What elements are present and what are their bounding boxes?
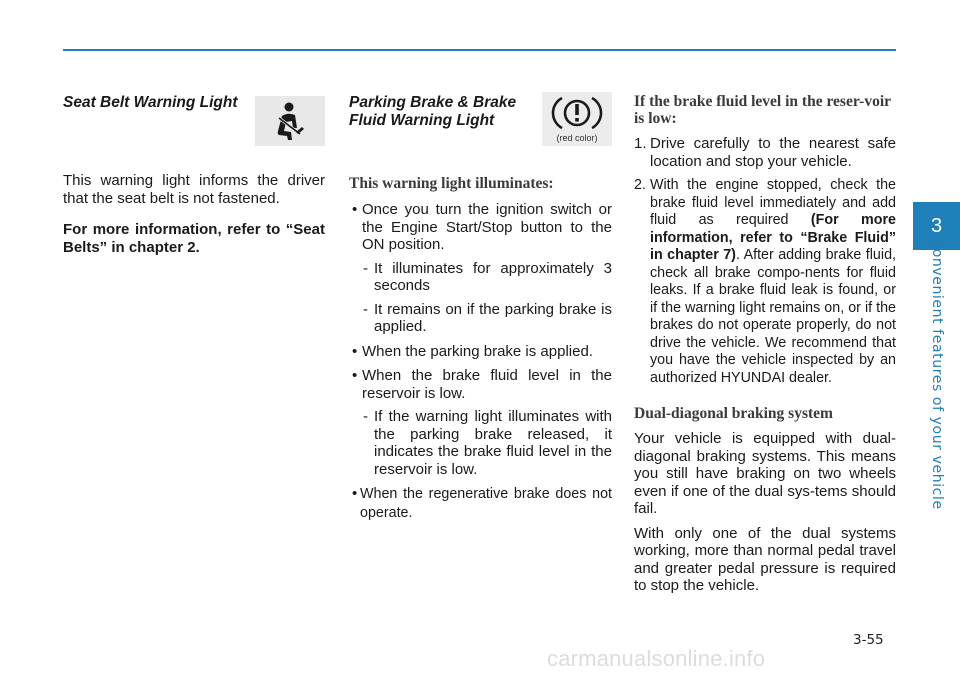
sub-item-parking-applied: It remains on if the parking brake is applied. xyxy=(374,300,612,335)
brake-fluid-section xyxy=(634,92,896,595)
chapter-title: Convenient features of your vehicle xyxy=(929,238,945,510)
step-drive-carefully: Drive carefully to the nearest safe location and stop your vehicle. xyxy=(650,135,896,170)
brake-warning-icon xyxy=(542,92,612,146)
sub-list-item xyxy=(362,408,612,478)
bullet-fluid-low: When the brake fluid level in the reservoir is low. xyxy=(362,367,612,402)
list-item xyxy=(349,367,612,478)
illuminates-subhead: This warning light illuminates: xyxy=(349,175,554,192)
fluid-low-subhead: If the brake fluid level in the reser-voir is low: xyxy=(634,93,891,127)
watermark: carmanualsonline.info xyxy=(547,646,766,671)
chapter-tab: 3 xyxy=(913,202,960,250)
seat-belt-description: This warning light informs the driver that the seat belt is not fastened. xyxy=(63,172,325,207)
step-number: 2. xyxy=(634,177,646,193)
sub-item-released: If the warning light illuminates with the parking brake released, it indicates the brake fluid level in the reservoir is low. xyxy=(374,408,612,478)
sub-list-item xyxy=(362,260,612,295)
brake-fluid-reference: (For more information, refer to “Brake Fluid” in chapter 7) xyxy=(650,212,896,263)
step-check-fluid-cont: . After adding brake fluid, check all brake compo-nents for fluid leaks. If a brake fluid leak is found, or if the warning light remains on, or if the brakes do not operate properly, do not drive the vehicle. We recommend that you have the vehicle inspected by an authorized HYUNDAI dealer. xyxy=(650,247,896,386)
brake-warning-section xyxy=(349,92,612,529)
brake-warning-header xyxy=(349,92,612,147)
sub-item-duration: It illuminates for approximately 3 seconds xyxy=(374,259,612,294)
seat-belt-section xyxy=(63,92,325,256)
seat-belt-title: Seat Belt Warning Light xyxy=(63,94,238,111)
step-check-fluid: With the engine stopped, check the brake fluid level immediately and add fluid as required xyxy=(650,177,896,228)
list-item xyxy=(349,343,612,361)
seat-belt-header xyxy=(63,92,325,147)
icon-caption: (red color) xyxy=(556,133,598,143)
bullet-parking-brake: When the parking brake is applied. xyxy=(362,342,593,360)
list-item xyxy=(349,201,612,336)
sub-list-item xyxy=(362,301,612,336)
page-number: 3-55 xyxy=(853,632,884,648)
brake-title-line1: Parking Brake & Brake xyxy=(349,94,517,111)
dual-diagonal-description: Your vehicle is equipped with dual-diagonal braking systems. This means you still have braking on two wheels even if one of the dual sys-tems should fail. xyxy=(634,430,896,517)
dual-diagonal-subhead: Dual-diagonal braking system xyxy=(634,405,833,422)
bullet-ignition: Once you turn the ignition switch or the Engine Start/Stop button to the ON position. xyxy=(362,201,612,253)
fluid-low-steps xyxy=(634,135,896,387)
step-number: 1. xyxy=(634,135,647,152)
list-item xyxy=(634,135,896,170)
illuminate-conditions-list xyxy=(349,201,612,522)
seat-belt-icon xyxy=(255,96,325,146)
seat-belt-reference: For more information, refer to “Seat Belts” in chapter 2. xyxy=(63,221,325,256)
header-rule xyxy=(63,49,896,51)
brake-title-line2: Fluid Warning Light xyxy=(349,112,495,129)
list-item xyxy=(634,177,896,387)
bullet-regenerative: When the regenerative brake does not operate. xyxy=(360,486,612,521)
dual-diagonal-note: With only one of the dual systems working, more than normal pedal travel and greater pedal pressure is required to stop the vehicle. xyxy=(634,524,896,594)
list-item xyxy=(349,485,612,522)
